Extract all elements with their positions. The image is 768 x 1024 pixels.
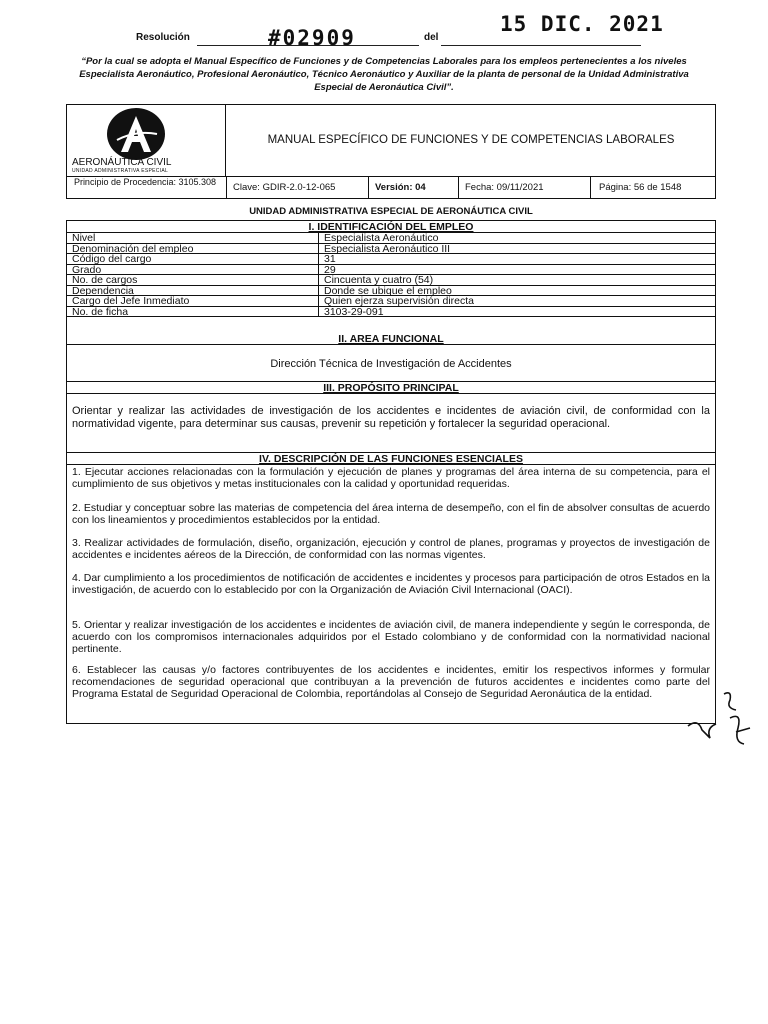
- id-label: Denominación del empleo: [72, 242, 194, 255]
- clave-cell: Clave: GDIR-2.0-12-065: [226, 176, 368, 199]
- function-item: 6. Establecer las causas y/o factores contribuyentes de los accidentes e incidentes, emitir los respectivos informes y formular recomendaciones de seguridad operacional que contribuyan a la prevención de futuros accidentes e incidentes como parte del Programa Estatal de Seguridad Operacional de Colombia, reportándolas al Consejo de Seguridad Aeronáutica de la entidad.: [72, 664, 710, 700]
- id-row: [66, 296, 716, 307]
- resolution-del-label: del: [424, 32, 439, 43]
- id-value: Donde se ubique el empleo: [318, 286, 714, 296]
- id-value: 3103-29-091: [318, 307, 714, 317]
- id-label: No. de cargos: [72, 274, 138, 286]
- principio-procedencia: Principio de Procedencia: 3105.308: [73, 177, 217, 187]
- id-label: No. de ficha: [72, 305, 129, 318]
- logo-a-glyph: [107, 108, 165, 160]
- section-area-heading: [66, 333, 716, 345]
- function-item: 2. Estudiar y conceptuar sobre las materias de competencia del área interna de desempeño, con el fin de absolver consultas de acuerdo con los lineamientos y procedimientos establecidos por la entidad.: [72, 502, 710, 526]
- id-label: Grado: [72, 263, 102, 276]
- id-row: [66, 275, 716, 286]
- handwritten-initials-icon: [680, 688, 760, 748]
- id-row: [66, 233, 716, 244]
- function-item: 1. Ejecutar acciones relacionadas con la formulación y ejecución de planes y programas del área interna de su competencia, para el cumplimiento de sus objetivos y metas institucionales con la calidad y oportunidad requeridas.: [72, 466, 710, 490]
- function-item: 5. Orientar y realizar investigación de los accidentes e incidentes de aviación civil, de manera independiente y según le corresponda, de acuerdo con los compromisos internacionales adquiridos por el Estado colombiano y de conformidad con la normatividad nacional pertinente.: [72, 619, 710, 655]
- entity-subtitle: UNIDAD ADMINISTRATIVA ESPECIAL DE AERONÁUTICA CIVIL: [249, 206, 533, 217]
- aerocivil-logo-icon: [107, 108, 165, 160]
- resolution-number: #02909: [268, 26, 356, 50]
- section-area-title: II. AREA FUNCIONAL: [338, 333, 444, 345]
- id-value: Especialista Aeronáutico III: [318, 244, 714, 254]
- date-underline: [441, 45, 641, 46]
- resolution-label: Resolución: [136, 32, 190, 43]
- id-value: Especialista Aeronáutico: [318, 233, 714, 243]
- section-proposito-heading: [66, 382, 716, 394]
- fecha-cell: Fecha: 09/11/2021: [458, 176, 590, 199]
- section-funciones-title: IV. DESCRIPCIÓN DE LAS FUNCIONES ESENCIALES: [259, 453, 523, 465]
- id-value: Quien ejerza supervisión directa: [318, 296, 714, 306]
- id-value: 31: [318, 254, 714, 264]
- version-cell: Versión: 04: [368, 176, 458, 199]
- id-value: Cincuenta y cuatro (54): [318, 275, 714, 285]
- id-row: [66, 307, 716, 318]
- pagina-cell: Página: 56 de 1548: [590, 176, 716, 199]
- id-label: Cargo del Jefe Inmediato: [72, 295, 190, 307]
- preamble-text: “Por la cual se adopta el Manual Específico de Funciones y de Competencias Laborales para los empleos pertenecientes a los niveles Especialista Aeronáutico, Profesional Aeronáutico, Técnico Aeronáutico y Auxiliar de la planta de personal de la Unidad Administrativa Especial de Aeronáutica Civil”.: [79, 56, 689, 93]
- function-item: 3. Realizar actividades de formulación, diseño, organización, ejecución y control de planes, programas y proyectos de investigación de accidentes e incidentes aéreos de la Dirección, de conformidad con las normas vigentes.: [72, 537, 710, 561]
- id-value: 29: [318, 265, 714, 275]
- id-row: [66, 244, 716, 255]
- logo-name: AERONÁUTICA CIVIL: [72, 157, 172, 168]
- area-funcional-text: Dirección Técnica de Investigación de Accidentes: [270, 358, 512, 370]
- id-label: Nivel: [72, 232, 96, 244]
- manual-title: MANUAL ESPECÍFICO DE FUNCIONES Y DE COMPETENCIAS LABORALES: [267, 134, 675, 146]
- id-label: Dependencia: [72, 284, 134, 297]
- section-proposito-title: III. PROPÓSITO PRINCIPAL: [323, 382, 459, 394]
- resolution-date: 15 DIC. 2021: [500, 12, 664, 36]
- proposito-text: Orientar y realizar las actividades de investigación de los accidentes e incidentes de aviación civil, de conformidad con la normatividad vigente, para determinar sus causas, prevenir su repetición y fortalecer la seguridad operacional.: [72, 405, 710, 430]
- id-row: [66, 254, 716, 265]
- id-label: Código del cargo: [72, 253, 152, 265]
- function-item: 4. Dar cumplimiento a los procedimientos de notificación de accidentes e incidentes y procesos para participación de otros Estados en la investigación, de acuerdo con lo establecido por con la Organización de Aviación Civil Internacional (OACI).: [72, 572, 710, 596]
- logo-subtitle: UNIDAD ADMINISTRATIVA ESPECIAL: [72, 168, 169, 174]
- section-funciones-heading: [66, 453, 716, 465]
- section-identificacion-title: I. IDENTIFICACIÓN DEL EMPLEO: [308, 221, 474, 233]
